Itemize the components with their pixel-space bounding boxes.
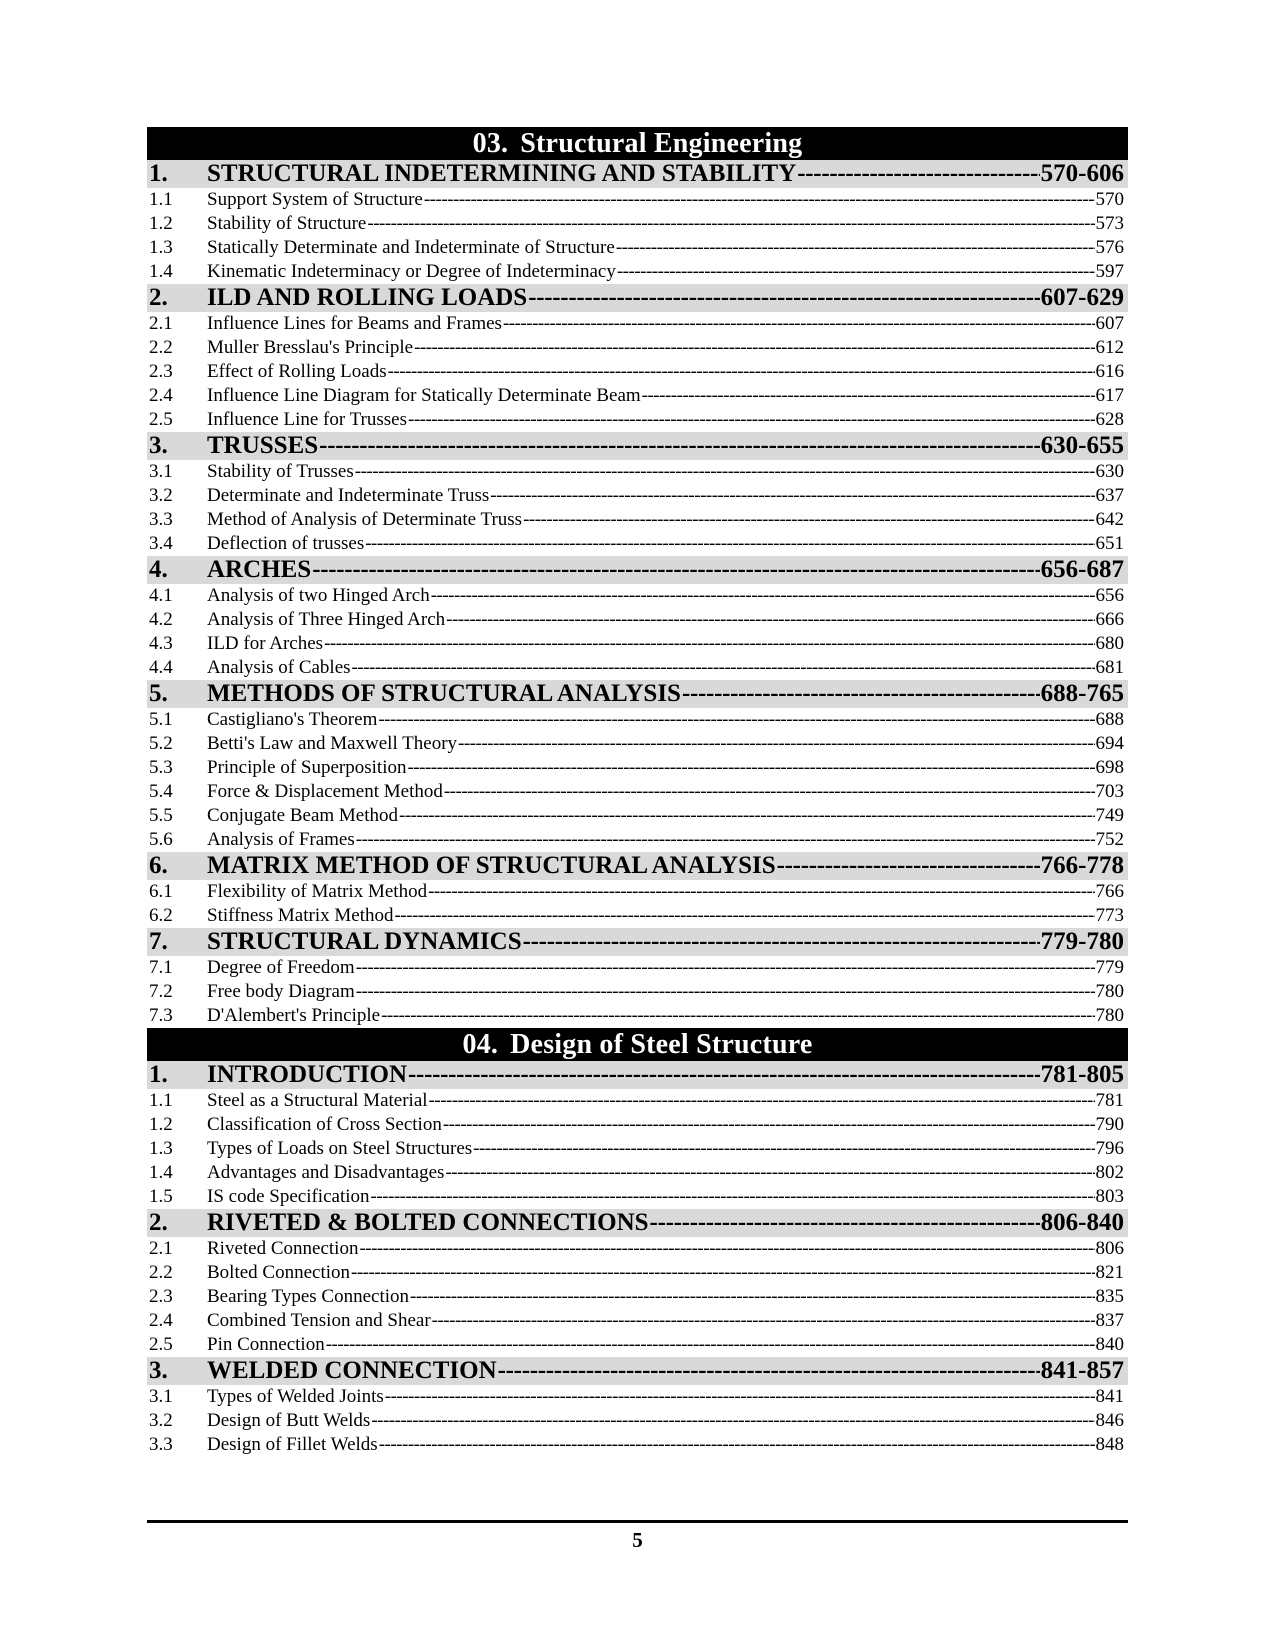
- topic-page: 597: [1095, 261, 1124, 282]
- chapter-pages: 781-805: [1040, 1061, 1124, 1088]
- toc-topic-row[interactable]: [147, 336, 1128, 360]
- topic-page: 790: [1095, 1114, 1124, 1135]
- topic-title: Influence Lines for Beams and Frames: [207, 313, 502, 334]
- topic-title: Design of Fillet Welds: [207, 1434, 378, 1455]
- topic-number: 6.2: [149, 905, 173, 926]
- topic-title: Method of Analysis of Determinate Truss: [207, 509, 523, 530]
- chapter-title: RIVETED & BOLTED CONNECTIONS: [207, 1209, 649, 1236]
- part-number: 04.: [462, 1029, 499, 1060]
- topic-number: 2.5: [149, 409, 173, 430]
- dot-leader: [326, 1333, 1095, 1357]
- chapter-title: ILD AND ROLLING LOADS: [207, 284, 528, 311]
- topic-number: 5.5: [149, 805, 173, 826]
- topic-number: 1.4: [149, 261, 173, 282]
- dot-leader: [408, 408, 1095, 432]
- dot-leader: [431, 584, 1095, 608]
- topic-number: 2.4: [149, 385, 173, 406]
- topic-title: Conjugate Beam Method: [207, 805, 399, 826]
- topic-title: Stiffness Matrix Method: [207, 905, 394, 926]
- part-header: [147, 1028, 1128, 1061]
- topic-page: 840: [1095, 1334, 1124, 1355]
- topic-title: Stability of Trusses: [207, 461, 354, 482]
- topic-title: Bolted Connection: [207, 1262, 351, 1283]
- topic-page: 616: [1095, 361, 1124, 382]
- topic-page: 617: [1095, 385, 1124, 406]
- toc-topic-row[interactable]: [147, 804, 1128, 828]
- topic-number: 5.3: [149, 757, 173, 778]
- topic-number: 2.3: [149, 361, 173, 382]
- chapter-pages: 656-687: [1040, 556, 1124, 583]
- toc-topic-row[interactable]: [147, 260, 1128, 284]
- topic-page: 837: [1095, 1310, 1124, 1331]
- topic-title: Riveted Connection: [207, 1238, 359, 1259]
- page-number: 5: [632, 1528, 643, 1552]
- chapter-number: 2.: [149, 1209, 168, 1236]
- dot-leader: [351, 1261, 1094, 1285]
- topic-page: 806: [1095, 1238, 1124, 1259]
- topic-page: 666: [1095, 609, 1124, 630]
- topic-number: 3.2: [149, 485, 173, 506]
- topic-page: 694: [1095, 733, 1124, 754]
- topic-page: 628: [1095, 409, 1124, 430]
- toc-topic-row[interactable]: [147, 1113, 1128, 1137]
- topic-title: Combined Tension and Shear: [207, 1310, 431, 1331]
- dot-leader: [356, 956, 1095, 980]
- part-title: Design of Steel Structure: [510, 1029, 813, 1060]
- topic-page: 630: [1095, 461, 1124, 482]
- toc-topic-row[interactable]: [147, 1285, 1128, 1309]
- chapter-number: 3.: [149, 1357, 168, 1384]
- topic-title: Castigliano's Theorem: [207, 709, 378, 730]
- dot-leader: [356, 828, 1095, 852]
- toc-topic-row[interactable]: [147, 980, 1128, 1004]
- topic-title: Types of Loads on Steel Structures: [207, 1138, 473, 1159]
- dot-leader: [503, 312, 1095, 336]
- topic-title: Effect of Rolling Loads: [207, 361, 387, 382]
- chapter-pages: 688-765: [1040, 680, 1124, 707]
- dot-leader: [617, 260, 1095, 284]
- dot-leader: [446, 608, 1094, 632]
- chapter-title: TRUSSES: [207, 432, 319, 459]
- topic-page: 573: [1095, 213, 1124, 234]
- topic-number: 5.2: [149, 733, 173, 754]
- topic-page: 681: [1095, 657, 1124, 678]
- chapter-pages: 779-780: [1040, 928, 1124, 955]
- dot-leader: [379, 1433, 1095, 1457]
- chapter-number: 1.: [149, 1061, 168, 1088]
- topic-number: 2.5: [149, 1334, 173, 1355]
- topic-page: 835: [1095, 1286, 1124, 1307]
- chapter-pages: 806-840: [1040, 1209, 1124, 1236]
- topic-page: 612: [1095, 337, 1124, 358]
- toc-topic-row[interactable]: [147, 1137, 1128, 1161]
- topic-number: 4.3: [149, 633, 173, 654]
- topic-title: Force & Displacement Method: [207, 781, 443, 802]
- topic-title: Bearing Types Connection: [207, 1286, 410, 1307]
- part-number: 03.: [472, 128, 509, 159]
- toc-topic-row[interactable]: [147, 708, 1128, 732]
- topic-number: 7.1: [149, 957, 173, 978]
- toc-topic-row[interactable]: [147, 1433, 1128, 1457]
- topic-page: 656: [1095, 585, 1124, 606]
- topic-title: Free body Diagram: [207, 981, 355, 1002]
- toc-topic-row[interactable]: [147, 384, 1128, 408]
- topic-title: Influence Line Diagram for Statically Determinate Beam: [207, 385, 641, 406]
- chapter-title: METHODS OF STRUCTURAL ANALYSIS: [207, 680, 681, 707]
- toc-topic-row[interactable]: [147, 1309, 1128, 1333]
- dot-leader: [682, 680, 1040, 708]
- toc-chapter-row[interactable]: [147, 160, 1128, 188]
- toc-topic-row[interactable]: [147, 1333, 1128, 1357]
- dot-leader: [429, 1089, 1095, 1113]
- topic-number: 4.2: [149, 609, 173, 630]
- chapter-pages: 607-629: [1040, 284, 1124, 311]
- toc-topic-row[interactable]: [147, 880, 1128, 904]
- toc-topic-row[interactable]: [147, 956, 1128, 980]
- dot-leader: [642, 384, 1095, 408]
- topic-page: 781: [1095, 1090, 1124, 1111]
- toc-topic-row[interactable]: [147, 1004, 1128, 1028]
- topic-title: Determinate and Indeterminate Truss: [207, 485, 490, 506]
- topic-number: 3.3: [149, 509, 173, 530]
- toc-topic-row[interactable]: [147, 732, 1128, 756]
- chapter-title: MATRIX METHOD OF STRUCTURAL ANALYSIS: [207, 852, 776, 879]
- toc-topic-row[interactable]: [147, 360, 1128, 384]
- topic-title: Analysis of Three Hinged Arch: [207, 609, 446, 630]
- toc-chapter-row[interactable]: [147, 852, 1128, 880]
- dot-leader: [528, 284, 1039, 312]
- topic-number: 1.4: [149, 1162, 173, 1183]
- topic-number: 2.2: [149, 337, 173, 358]
- topic-number: 2.4: [149, 1310, 173, 1331]
- toc-chapter-row[interactable]: [147, 284, 1128, 312]
- topic-title: IS code Specification: [207, 1186, 370, 1207]
- toc-topic-row[interactable]: [147, 484, 1128, 508]
- topic-page: 796: [1095, 1138, 1124, 1159]
- topic-number: 3.1: [149, 1386, 173, 1407]
- toc-chapter-row[interactable]: [147, 1209, 1128, 1237]
- topic-page: 703: [1095, 781, 1124, 802]
- chapter-pages: 570-606: [1040, 160, 1124, 187]
- chapter-number: 1.: [149, 160, 168, 187]
- dot-leader: [650, 1209, 1040, 1237]
- topic-number: 1.2: [149, 213, 173, 234]
- topic-number: 1.1: [149, 1090, 173, 1111]
- toc-topic-row[interactable]: [147, 1161, 1128, 1185]
- chapter-pages: 841-857: [1040, 1357, 1124, 1384]
- dot-leader: [410, 1285, 1094, 1309]
- dot-leader: [490, 484, 1094, 508]
- dot-leader: [616, 236, 1095, 260]
- chapter-pages: 630-655: [1040, 432, 1124, 459]
- topic-title: Advantages and Disadvantages: [207, 1162, 445, 1183]
- toc-topic-row[interactable]: [147, 756, 1128, 780]
- topic-title: Types of Welded Joints: [207, 1386, 384, 1407]
- chapter-number: 6.: [149, 852, 168, 879]
- toc-topic-row[interactable]: [147, 460, 1128, 484]
- topic-number: 7.2: [149, 981, 173, 1002]
- toc-chapter-row[interactable]: [147, 1357, 1128, 1385]
- toc-topic-row[interactable]: [147, 780, 1128, 804]
- dot-leader: [473, 1137, 1094, 1161]
- topic-page: 780: [1095, 981, 1124, 1002]
- topic-number: 4.1: [149, 585, 173, 606]
- dot-leader: [444, 780, 1095, 804]
- topic-number: 2.1: [149, 313, 173, 334]
- topic-title: Steel as a Structural Material: [207, 1090, 428, 1111]
- chapter-pages: 766-778: [1040, 852, 1124, 879]
- topic-title: Analysis of Cables: [207, 657, 351, 678]
- footer-rule: [147, 1520, 1128, 1523]
- topic-number: 1.2: [149, 1114, 173, 1135]
- dot-leader: [394, 904, 1094, 928]
- topic-title: Principle of Superposition: [207, 757, 407, 778]
- topic-title: Analysis of two Hinged Arch: [207, 585, 430, 606]
- topic-number: 3.3: [149, 1434, 173, 1455]
- part-header: [147, 127, 1128, 160]
- dot-leader: [378, 708, 1094, 732]
- toc-topic-row[interactable]: [147, 828, 1128, 852]
- dot-leader: [371, 1409, 1094, 1433]
- toc-topic-row[interactable]: [147, 1385, 1128, 1409]
- dot-leader: [424, 188, 1095, 212]
- table-of-contents: [147, 127, 1128, 1457]
- dot-leader: [498, 1357, 1040, 1385]
- topic-page: 642: [1095, 509, 1124, 530]
- toc-topic-row[interactable]: [147, 1261, 1128, 1285]
- topic-page: 570: [1095, 189, 1124, 210]
- topic-page: 779: [1095, 957, 1124, 978]
- toc-topic-row[interactable]: [147, 632, 1128, 656]
- toc-topic-row[interactable]: [147, 608, 1128, 632]
- chapter-title: WELDED CONNECTION: [207, 1357, 497, 1384]
- chapter-number: 7.: [149, 928, 168, 955]
- topic-number: 5.6: [149, 829, 173, 850]
- topic-page: 688: [1095, 709, 1124, 730]
- topic-title: Degree of Freedom: [207, 957, 355, 978]
- topic-title: Flexibility of Matrix Method: [207, 881, 428, 902]
- chapter-title: ARCHES: [207, 556, 312, 583]
- dot-leader: [523, 928, 1040, 956]
- toc-topic-row[interactable]: [147, 904, 1128, 928]
- topic-page: 752: [1095, 829, 1124, 850]
- toc-chapter-row[interactable]: [147, 680, 1128, 708]
- topic-number: 5.1: [149, 709, 173, 730]
- chapter-number: 4.: [149, 556, 168, 583]
- toc-topic-row[interactable]: [147, 236, 1128, 260]
- toc-topic-row[interactable]: [147, 1089, 1128, 1113]
- toc-topic-row[interactable]: [147, 1185, 1128, 1209]
- topic-page: 680: [1095, 633, 1124, 654]
- dot-leader: [312, 556, 1039, 584]
- chapter-number: 2.: [149, 284, 168, 311]
- part-title: Structural Engineering: [520, 128, 803, 159]
- topic-title: Betti's Law and Maxwell Theory: [207, 733, 458, 754]
- topic-title: Kinematic Indeterminacy or Degree of Indeterminacy: [207, 261, 616, 282]
- topic-page: 749: [1095, 805, 1124, 826]
- topic-number: 5.4: [149, 781, 173, 802]
- topic-number: 2.3: [149, 1286, 173, 1307]
- topic-page: 637: [1095, 485, 1124, 506]
- topic-number: 3.1: [149, 461, 173, 482]
- topic-title: Influence Line for Trusses: [207, 409, 407, 430]
- topic-title: Pin Connection: [207, 1334, 325, 1355]
- dot-leader: [523, 508, 1094, 532]
- dot-leader: [365, 532, 1094, 556]
- topic-number: 1.3: [149, 1138, 173, 1159]
- toc-topic-row[interactable]: [147, 532, 1128, 556]
- dot-leader: [381, 1004, 1094, 1028]
- topic-page: 841: [1095, 1386, 1124, 1407]
- topic-title: D'Alembert's Principle: [207, 1005, 381, 1026]
- topic-number: 1.1: [149, 189, 173, 210]
- topic-title: Classification of Cross Section: [207, 1114, 442, 1135]
- topic-number: 1.3: [149, 237, 173, 258]
- topic-title: Statically Determinate and Indeterminate of Structure: [207, 237, 615, 258]
- topic-title: Design of Butt Welds: [207, 1410, 371, 1431]
- chapter-number: 5.: [149, 680, 168, 707]
- dot-leader: [324, 632, 1094, 656]
- toc-topic-row[interactable]: [147, 508, 1128, 532]
- dot-leader: [445, 1161, 1094, 1185]
- topic-title: Support System of Structure: [207, 189, 423, 210]
- chapter-title: STRUCTURAL INDETERMINING AND STABILITY: [207, 160, 797, 187]
- dot-leader: [355, 460, 1095, 484]
- topic-page: 576: [1095, 237, 1124, 258]
- dot-leader: [367, 212, 1094, 236]
- topic-page: 821: [1095, 1262, 1124, 1283]
- dot-leader: [356, 980, 1095, 1004]
- dot-leader: [407, 756, 1094, 780]
- toc-topic-row[interactable]: [147, 188, 1128, 212]
- topic-page: 846: [1095, 1410, 1124, 1431]
- chapter-number: 3.: [149, 432, 168, 459]
- topic-title: Stability of Structure: [207, 213, 367, 234]
- topic-title: Analysis of Frames: [207, 829, 355, 850]
- topic-number: 2.2: [149, 1262, 173, 1283]
- topic-title: Deflection of trusses: [207, 533, 365, 554]
- toc-topic-row[interactable]: [147, 312, 1128, 336]
- dot-leader: [359, 1237, 1094, 1261]
- topic-number: 7.3: [149, 1005, 173, 1026]
- toc-topic-row[interactable]: [147, 1237, 1128, 1261]
- dot-leader: [385, 1385, 1095, 1409]
- dot-leader: [458, 732, 1094, 756]
- dot-leader: [414, 336, 1094, 360]
- dot-leader: [797, 160, 1039, 188]
- topic-number: 3.2: [149, 1410, 173, 1431]
- topic-title: Muller Bresslau's Principle: [207, 337, 414, 358]
- chapter-title: STRUCTURAL DYNAMICS: [207, 928, 522, 955]
- toc-topic-row[interactable]: [147, 656, 1128, 680]
- toc-topic-row[interactable]: [147, 408, 1128, 432]
- toc-topic-row[interactable]: [147, 584, 1128, 608]
- dot-leader: [352, 656, 1095, 680]
- dot-leader: [388, 360, 1095, 384]
- dot-leader: [371, 1185, 1095, 1209]
- topic-page: 802: [1095, 1162, 1124, 1183]
- dot-leader: [428, 880, 1094, 904]
- dot-leader: [399, 804, 1094, 828]
- topic-page: 698: [1095, 757, 1124, 778]
- topic-page: 803: [1095, 1186, 1124, 1207]
- toc-chapter-row[interactable]: [147, 1061, 1128, 1089]
- topic-page: 848: [1095, 1434, 1124, 1455]
- topic-page: 773: [1095, 905, 1124, 926]
- dot-leader: [432, 1309, 1095, 1333]
- topic-number: 4.4: [149, 657, 173, 678]
- topic-number: 1.5: [149, 1186, 173, 1207]
- topic-page: 766: [1095, 881, 1124, 902]
- chapter-title: INTRODUCTION: [207, 1061, 408, 1088]
- dot-leader: [777, 852, 1040, 880]
- dot-leader: [408, 1061, 1040, 1089]
- topic-number: 6.1: [149, 881, 173, 902]
- toc-topic-row[interactable]: [147, 1409, 1128, 1433]
- toc-chapter-row[interactable]: [147, 928, 1128, 956]
- topic-page: 651: [1095, 533, 1124, 554]
- topic-page: 607: [1095, 313, 1124, 334]
- topic-title: ILD for Arches: [207, 633, 324, 654]
- dot-leader: [443, 1113, 1095, 1137]
- toc-chapter-row[interactable]: [147, 432, 1128, 460]
- topic-number: 3.4: [149, 533, 173, 554]
- toc-chapter-row[interactable]: [147, 556, 1128, 584]
- topic-number: 2.1: [149, 1238, 173, 1259]
- dot-leader: [319, 432, 1040, 460]
- topic-page: 780: [1095, 1005, 1124, 1026]
- toc-topic-row[interactable]: [147, 212, 1128, 236]
